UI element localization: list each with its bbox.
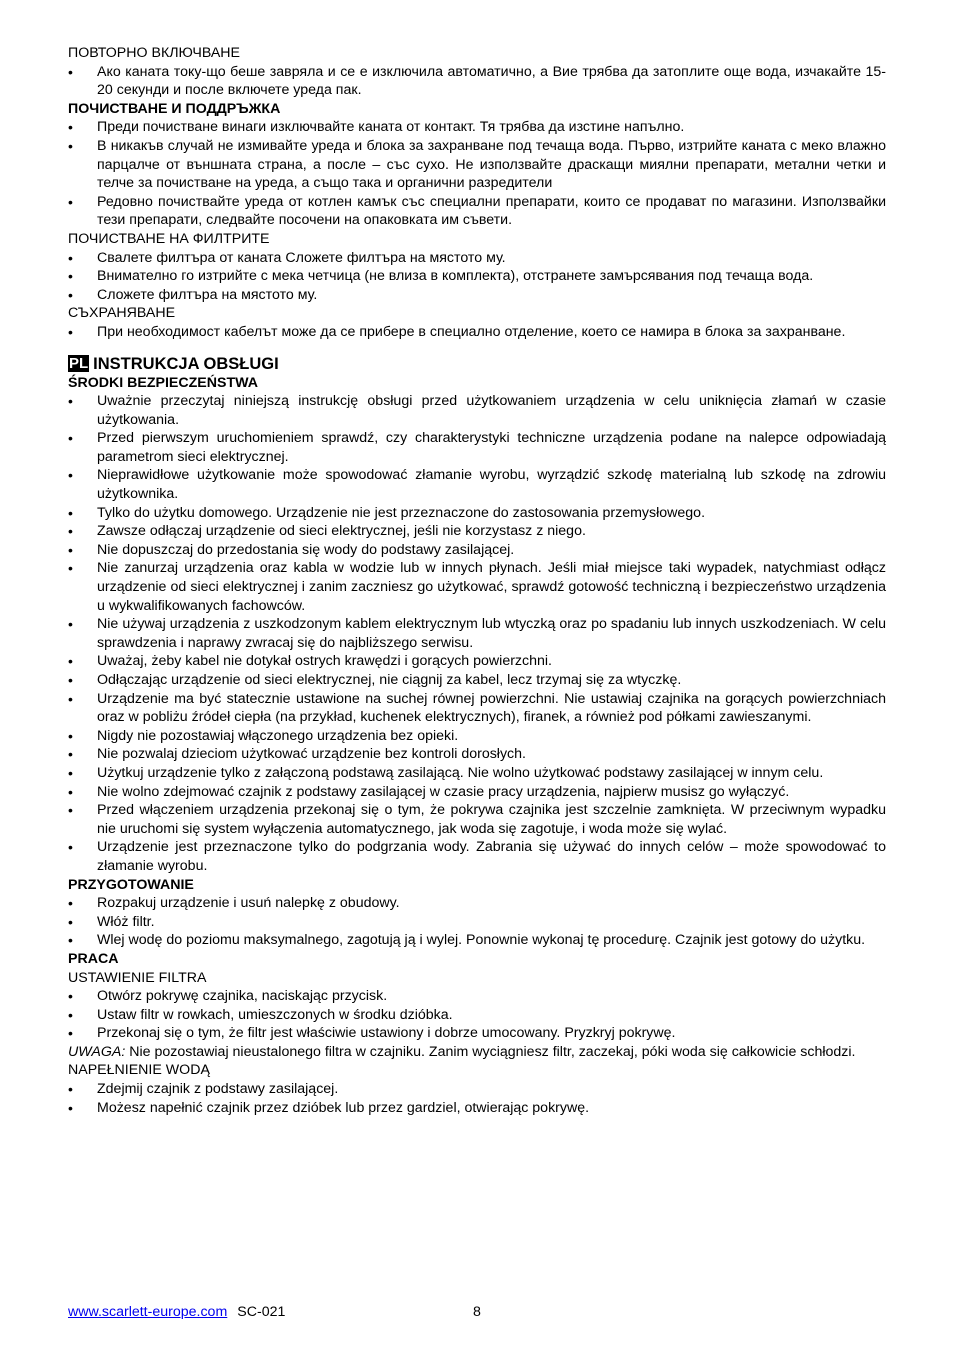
list-safety: [68, 392, 886, 875]
section-title-safety: ŚRODKI BEZPIECZEŃSTWA: [68, 374, 258, 391]
list-item: • Nieprawidłowe użytkowanie może spowodować złamanie wyrobu, wyrządzić szkodę materialną lub szkodę na zdrowiu użytkownika.: [68, 466, 886, 503]
subsection-title-filter-setup: USTAWIENIE FILTRA: [68, 969, 207, 986]
language-badge: PL: [69, 355, 89, 372]
list-filters: [68, 249, 886, 305]
list-filter-setup: [68, 987, 886, 1043]
list-item: • Ако каната току-що беше завряла и се е изключила автоматично, а Вие трябва да затоплите още вода, изчакайте 15-20 секунди и после включете уреда пак.: [68, 63, 886, 100]
warning-label: UWAGA:: [68, 1043, 126, 1060]
list-item: • Сложете филтъра на мястото му.: [68, 286, 886, 305]
list-item: • Włóż filtr.: [68, 913, 886, 932]
list-item: • Wlej wodę do poziomu maksymalnego, zagotują ją i wylej. Ponownie wykonaj tę procedurę. Czajnik jest gotowy do użytku.: [68, 931, 886, 950]
list-item: • Редовно почиствайте уреда от котлен камък със специални препарати, които се продават по магазини. Използвайки тези препарати, следвайте посочени на опаковката им съвети.: [68, 193, 886, 230]
list-item: • Nie używaj urządzenia z uszkodzonym kablem elektrycznym lub wtyczką oraz po spadaniu lub innych uszkodzeniach. W celu sprawdzenia i naprawy zwracaj się do najbliższego serwisu.: [68, 615, 886, 652]
list-item: • Nie wolno zdejmować czajnik z podstawy zasilającej w czasie pracy urządzenia, najpierw musisz go wyłączyć.: [68, 783, 886, 802]
list-item: • Urządzenie ma być statecznie ustawione na suchej równej powierzchni. Nie ustawiaj czajnika na gorących powierzchniach oraz w pobliżu źródeł ciepła (na przykład, kuchenek elektrycznych), firanek, a również pod półkami zawieszanymi.: [68, 690, 886, 727]
list-cleaning: [68, 118, 886, 230]
list-item: • Nie dopuszczaj do przedostania się wody do podstawy zasilającej.: [68, 541, 886, 560]
list-item: • Ustaw filtr w rowkach, umieszczonych w środku dzióbka.: [68, 1006, 886, 1025]
document-page: [68, 44, 886, 1117]
warning-text: Nie pozostawiaj nieustalonego filtra w czajniku. Zanim wyciągniesz filtr, zaczekaj, póki woda się całkowicie schłodzi.: [125, 1043, 856, 1060]
section-title-cleaning: ПОЧИСТВАНЕ И ПОДДРЪЖКА: [68, 100, 281, 117]
section-title-reconnect: ПОВТОРНО ВКЛЮЧВАНЕ: [68, 45, 241, 61]
list-item: • Urządzenie jest przeznaczone tylko do podgrzania wody. Zabrania się używać do innych celów – może spowodować to złamanie wyrobu.: [68, 838, 886, 875]
model-number: SC-021: [237, 1304, 286, 1320]
list-item: • Zawsze odłączaj urządzenie od sieci elektrycznej, jeśli nie korzystasz z niego.: [68, 522, 886, 541]
list-item: • Tylko do użytku domowego. Urządzenie nie jest przeznaczone do zastosowania przemysłowego.: [68, 504, 886, 523]
language-heading: [68, 354, 886, 374]
list-item: • Rozpakuj urządzenie i usuń nalepkę z obudowy.: [68, 894, 886, 913]
list-item: • Zdejmij czajnik z podstawy zasilającej.: [68, 1080, 886, 1099]
list-item: • Nigdy nie pozostawiaj włączonego urządzenia bez opieki.: [68, 727, 886, 746]
section-title-operation: PRACA: [68, 950, 119, 967]
list-reconnect: [68, 63, 886, 100]
instruction-title: INSTRUKCJA OBSŁUGI: [93, 354, 279, 373]
website-link[interactable]: www.scarlett-europe.com: [68, 1304, 228, 1320]
list-item: • В никакъв случай не измивайте уреда и блока за захранване под течаща вода. Първо, изтрийте каната с меко влажно парцалче от външната страна, а после – със сухо. Не използвайте драскащи миялни препарати, метални четки и телче за почистване на уреда, а също така и органични разредители: [68, 137, 886, 193]
list-item: • Przed włączeniem urządzenia przekonaj się o tym, że pokrywa czajnika jest szczelnie zamknięta. W przeciwnym wypadku nie uruchomi się system wyłączenia automatycznego, jak woda się zagotuje, i woda może się wylać.: [68, 801, 886, 838]
page-number: 8: [473, 1304, 481, 1320]
list-item: • Nie pozwalaj dzieciom użytkować urządzenie bez kontroli dorosłych.: [68, 745, 886, 764]
warning-note: [68, 1043, 886, 1062]
list-item: • Możesz napełnić czajnik przez dzióbek lub przez gardziel, otwierając pokrywę.: [68, 1099, 886, 1118]
list-item: • Otwórz pokrywę czajnika, naciskając przycisk.: [68, 987, 886, 1006]
subsection-title-filling: NAPEŁNIENIE WODĄ: [68, 1062, 210, 1079]
section-title-filters: ПОЧИСТВАНЕ НА ФИЛТРИТЕ: [68, 230, 270, 247]
list-item: • Przed pierwszym uruchomieniem sprawdź, czy charakterystyki techniczne urządzenia podane na nalepce odpowiadają parametrom sieci elektrycznej.: [68, 429, 886, 466]
list-item: • Przekonaj się o tym, że filtr jest właściwie ustawiony i dobrze umocowany. Pryzkryj pokrywę.: [68, 1024, 886, 1043]
list-storage: [68, 323, 886, 342]
list-item: • Внимателно го изтрийте с мека четчица (не влиза в комплекта), отстранете замърсявания под течаща вода.: [68, 267, 886, 286]
list-filling: [68, 1080, 886, 1117]
list-item: • Nie zanurzaj urządzenia oraz kabla w wodzie lub w innych płynach. Jeśli miał miejsce taki wypadek, natychmiast odłącz urządzenie od sieci elektrycznej i zanim zaczniesz go użytkować, sprawdź gotowość techniczną i bezpieczeństwo urządzenia u wykwalifikowanych fachowców.: [68, 559, 886, 615]
list-item: • При необходимост кабелът може да се прибере в специално отделение, което се намира в блока за захранване.: [68, 323, 886, 342]
section-title-storage: СЪХРАНЯВАНЕ: [68, 305, 176, 322]
section-title-preparation: PRZYGOTOWANIE: [68, 876, 194, 893]
list-item: • Użytkuj urządzenie tylko z załączoną podstawą zasilającą. Nie wolno użytkować podstawy zasilającej w innym celu.: [68, 764, 886, 783]
list-preparation: [68, 894, 886, 950]
page-footer: [68, 1303, 886, 1321]
list-item: • Uważaj, żeby kabel nie dotykał ostrych krawędzi i gorących powierzchni.: [68, 652, 886, 671]
list-item: • Свалете филтъра от каната Сложете филтъра на мястото му.: [68, 249, 886, 268]
list-item: • Odłączając urządzenie od sieci elektrycznej, nie ciągnij za kabel, lecz trzymaj się za wtyczkę.: [68, 671, 886, 690]
list-item: • Преди почистване винаги изключвайте каната от контакт. Тя трябва да изстине напълно.: [68, 118, 886, 137]
list-item: • Uważnie przeczytaj niniejszą instrukcję obsługi przed użytkowaniem urządzenia w celu uniknięcia złamań w czasie użytkowania.: [68, 392, 886, 429]
